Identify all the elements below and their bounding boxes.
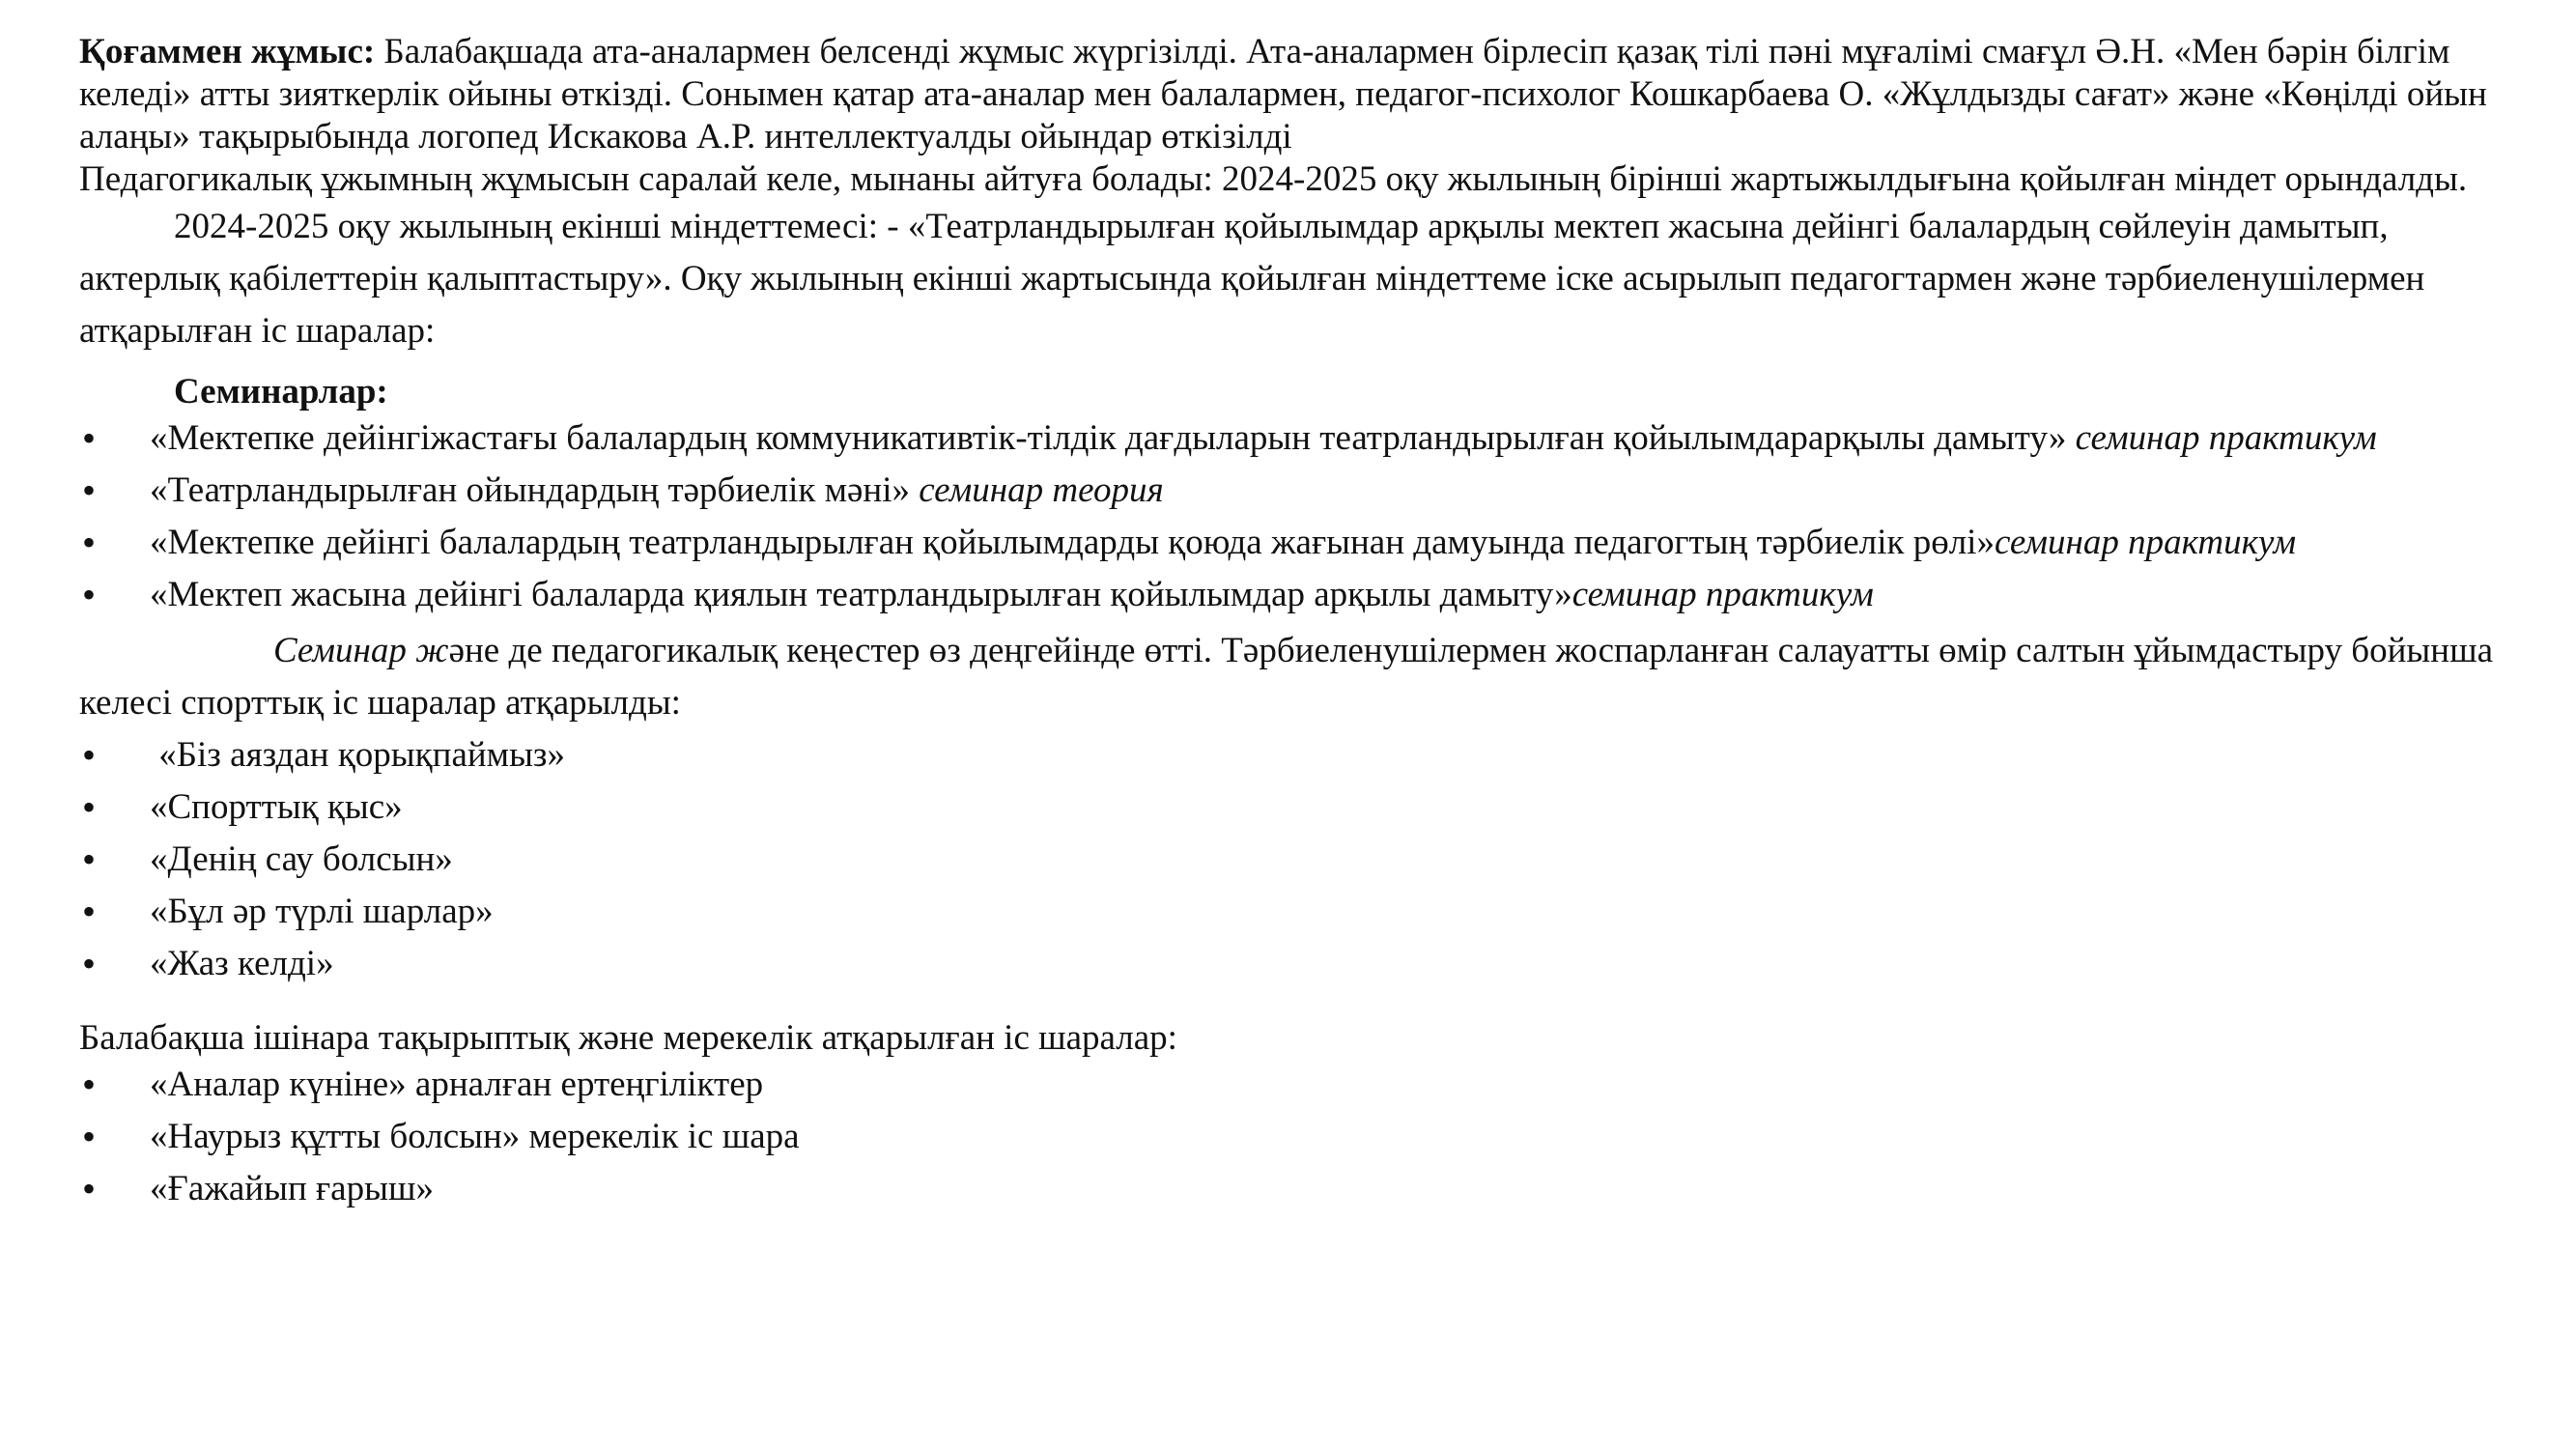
- seminars-heading: Семинарлар:: [174, 372, 388, 412]
- sport-event-title: «Жаз келді»: [150, 944, 334, 983]
- seminar-type: семинар практикум: [1994, 523, 2297, 562]
- bullet-icon: •: [82, 1063, 97, 1106]
- summary-paragraph: Педагогикалық ұжымның жұмысын саралай келе, мынаны айтуға болады: 2024-2025 оқу жылының бірінші жартыжылдығына қойылған міндет орындалды.: [79, 159, 2468, 199]
- seminar-title: «Театрландырылған ойындардың тәрбиелік мәні»: [150, 470, 910, 510]
- sport-event-title: «Біз аяздан қорықпаймыз»: [150, 735, 566, 775]
- holiday-event-title: «Аналар күніне» арналған ертеңгіліктер: [150, 1065, 764, 1104]
- sport-event-title: «Денің сау болсын»: [150, 839, 453, 879]
- list-item: [79, 781, 2533, 834]
- sport-events-list: [79, 729, 2533, 990]
- seminar-title: «Мектепке дейінгі балалардың театрландырылған қойылымдарды қоюда жағынан дамуында педагогтың тәрбиелік рөлі»: [150, 523, 1995, 562]
- councils-italic-word: Семинар ж: [273, 631, 449, 670]
- bullet-icon: •: [82, 416, 97, 460]
- seminars-list: [79, 412, 2533, 621]
- sport-event-title: «Бұл әр түрлі шарлар»: [150, 892, 494, 931]
- bullet-icon: •: [82, 838, 97, 881]
- holiday-event-title: «Ғажайып ғарыш»: [150, 1169, 434, 1208]
- seminar-title: «Мектепке дейінгіжастағы балалардың коммуникативтік-тілдік дағдыларын театрландырылған қойылымдарарқылы дамыту»: [150, 418, 2067, 458]
- bullet-icon: •: [82, 469, 97, 512]
- list-item: [79, 517, 2533, 569]
- document-page: [79, 31, 2533, 1215]
- list-item: [79, 569, 2533, 621]
- list-item: [79, 834, 2533, 886]
- seminar-type: семинар практикум: [2066, 418, 2377, 458]
- intro-text: Балабақшада ата-аналармен белсенді жұмыс жүргізілді. Ата-аналармен бірлесіп қазақ тілі пәні мұғалімі смағұл Ә.Н. «Мен бәрін білгім келеді» атты зияткерлік ойыны өткізді. Сонымен қатар ата-аналар мен балалармен, педагог-психолог Кошкарбаева О. «Жұлдызды сағат» және «Көңілді ойын алаңы» тақырыбында логопед Искакова А.Р. интеллектуалды ойындар өткізілді: [79, 32, 2487, 156]
- bullet-icon: •: [82, 733, 97, 777]
- list-item: [79, 465, 2533, 517]
- list-item: [79, 886, 2533, 938]
- seminar-type: семинар практикум: [1571, 575, 1874, 614]
- second-task-paragraph: 2024-2025 оқу жылының екінші міндеттемесі: - «Театрландырылған қойылымдар арқылы мектеп жасына дейінгі балалардың сөйлеуін дамытып, актерлық қабілеттерін қалыптастыру». Оқу жылының екінші жартысында қойылған міндеттеме іске асырылып педагогтармен және тәрбиеленушілермен атқарылған іс шаралар:: [79, 207, 2425, 351]
- list-item: [79, 729, 2533, 781]
- sport-event-title: «Спорттық қыс»: [150, 787, 403, 827]
- list-item: [79, 938, 2533, 990]
- holiday-event-title: «Наурыз құтты болсын» мерекелік іс шара: [150, 1117, 800, 1156]
- bullet-icon: •: [82, 942, 97, 985]
- list-item: [79, 1163, 2533, 1215]
- bullet-icon: •: [82, 1115, 97, 1158]
- councils-paragraph: [79, 625, 2533, 729]
- bullet-icon: •: [82, 521, 97, 564]
- intro-label: Қоғаммен жұмыс:: [79, 32, 376, 71]
- list-item: [79, 1111, 2533, 1163]
- list-item: [79, 412, 2533, 465]
- bullet-icon: •: [82, 785, 97, 829]
- bullet-icon: •: [82, 1167, 97, 1210]
- seminar-title: «Мектеп жасына дейінгі балаларда қиялын театрландырылған қойылымдар арқылы дамыту»: [150, 575, 1572, 614]
- intro-paragraph: [79, 31, 2533, 158]
- seminar-type: семинар теория: [910, 470, 1164, 510]
- list-item: [79, 1059, 2533, 1111]
- bullet-icon: •: [82, 890, 97, 933]
- councils-text: әне де педагогикалық кеңестер өз деңгейінде өтті. Тәрбиеленушілермен жоспарланған салауатты өмір салтын ұйымдастыру бойынша келесі спорттық іс шаралар атқарылды:: [79, 631, 2494, 723]
- bullet-icon: •: [82, 573, 97, 616]
- holiday-intro: Балабақша ішінара тақырыптық және мерекелік атқарылған іс шаралар:: [79, 1018, 1177, 1058]
- holiday-events-list: [79, 1059, 2533, 1215]
